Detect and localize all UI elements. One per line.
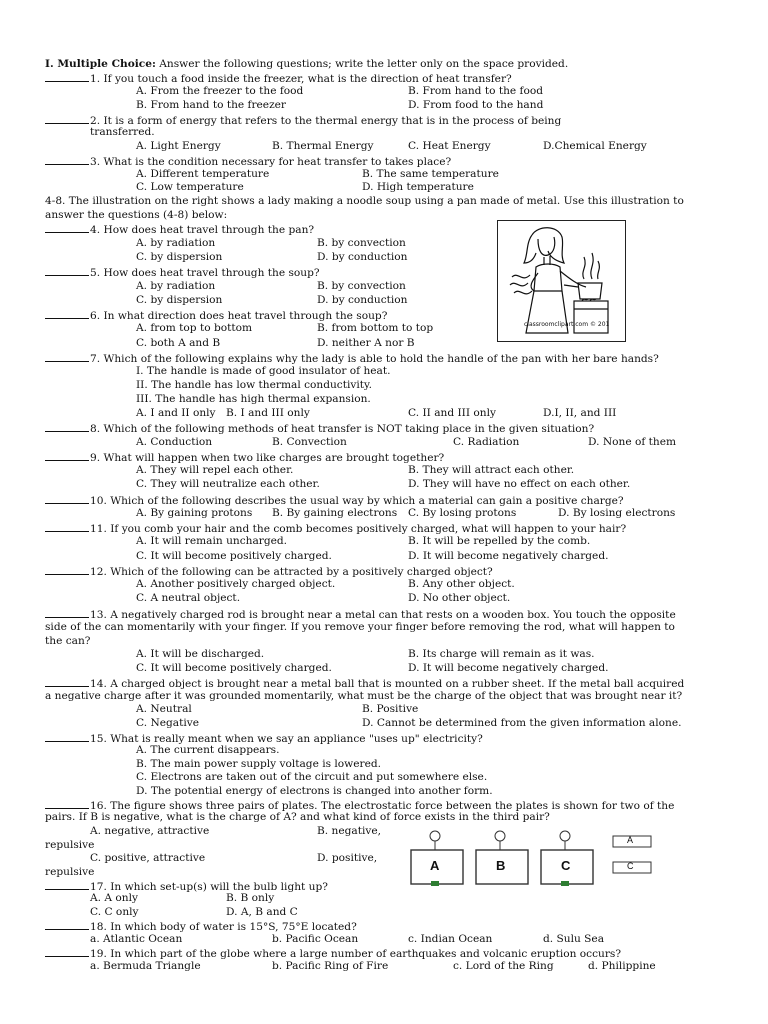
answer-blank[interactable] xyxy=(45,493,89,504)
q12-option-d: D. No other object. xyxy=(408,592,511,604)
q3-option-c: C. Low temperature xyxy=(136,181,244,193)
answer-blank[interactable] xyxy=(45,798,89,809)
q12-option-b: B. Any other object. xyxy=(408,578,515,590)
answer-blank[interactable] xyxy=(45,71,89,82)
q4-option-c: C. by dispersion xyxy=(136,251,223,263)
q18-option-b: b. Pacific Ocean xyxy=(272,933,359,945)
section-instructions: Answer the following questions; write the letter only on the space provided. xyxy=(159,58,569,70)
q17-option-a: A. A only xyxy=(90,892,138,904)
q3-option-b: B. The same temperature xyxy=(362,168,499,180)
bulb-circuits-drawing xyxy=(405,828,657,890)
q13-option-b: B. Its charge will remain as it was. xyxy=(408,648,595,660)
q8-option-d: D. None of them xyxy=(588,436,677,448)
battery-a-icon xyxy=(431,881,439,886)
q16-option-d: D. positive, xyxy=(317,852,378,864)
q6-option-c: C. both A and B xyxy=(136,337,221,349)
question-10: 10. Which of the following describes the usual way by which a material can gain a positive charge? xyxy=(45,493,624,508)
intro-4-8: 4-8. The illustration on the right shows a lady making a noodle soup using a pan made of metal. Use this illustration to xyxy=(45,195,684,207)
answer-blank[interactable] xyxy=(45,265,89,276)
q17-option-d: D. A, B and C xyxy=(226,906,298,918)
question-4: 4. How does heat travel through the pan? xyxy=(45,222,314,237)
q11-option-b: B. It will be repelled by the comb. xyxy=(408,535,591,547)
q17-option-b: B. B only xyxy=(226,892,275,904)
q12-option-c: C. A neutral object. xyxy=(136,592,241,604)
question-9: 9. What will happen when two like charges are brought together? xyxy=(45,450,444,465)
q18-option-d: d. Sulu Sea xyxy=(543,933,605,945)
answer-blank[interactable] xyxy=(45,676,89,687)
question-17: 17. In which set-up(s) will the bulb light up? xyxy=(45,879,328,894)
q10-option-c: C. By losing protons xyxy=(408,507,517,519)
q7-option-d: D.I, II, and III xyxy=(543,407,617,419)
q5-option-b: B. by convection xyxy=(317,280,406,292)
section-heading xyxy=(45,58,568,71)
setup-a-label: A xyxy=(430,858,440,873)
answer-blank[interactable] xyxy=(45,946,89,957)
q7-option-b: B. I and III only xyxy=(226,407,310,419)
answer-blank[interactable] xyxy=(45,521,89,532)
question-16: 16. The figure shows three pairs of plates. The electrostatic force between the plates is shown for two of the xyxy=(45,798,674,813)
q16-option-b-cont: repulsive xyxy=(45,839,95,851)
question-12: 12. Which of the following can be attracted by a positively charged object? xyxy=(45,564,493,579)
q15-option-c: C. Electrons are taken out of the circuit and put somewhere else. xyxy=(136,771,488,783)
battery-c-icon xyxy=(561,881,569,886)
q7-option-a: A. I and II only xyxy=(136,407,216,419)
q7-option-c: C. II and III only xyxy=(408,407,496,419)
q1-option-c: B. From hand to the freezer xyxy=(136,99,286,111)
q10-option-a: A. By gaining protons xyxy=(136,507,253,519)
q8-option-c: C. Radiation xyxy=(453,436,520,448)
question-11: 11. If you comb your hair and the comb becomes positively charged, what will happen to your hair? xyxy=(45,521,626,536)
question-3: 3. What is the condition necessary for heat transfer to takes place? xyxy=(45,154,451,169)
q15-option-b: B. The main power supply voltage is lowered. xyxy=(136,758,381,770)
q14-option-b: B. Positive xyxy=(362,703,419,715)
q14-option-c: C. Negative xyxy=(136,717,199,729)
answer-blank[interactable] xyxy=(45,450,89,461)
q16-option-c: C. positive, attractive xyxy=(90,852,206,864)
q16-option-b: B. negative, xyxy=(317,825,381,837)
answer-blank[interactable] xyxy=(45,308,89,319)
question-8: 8. Which of the following methods of heat transfer is NOT taking place in the given situation? xyxy=(45,421,594,436)
q3-option-d: D. High temperature xyxy=(362,181,474,193)
q8-option-b: B. Convection xyxy=(272,436,347,448)
q19-option-b: b. Pacific Ring of Fire xyxy=(272,960,389,972)
legend-c-label: C xyxy=(627,861,634,871)
question-2: 2. It is a form of energy that refers to the thermal energy that is in the process of being xyxy=(45,113,561,128)
q2-option-a: A. Light Energy xyxy=(136,140,221,152)
q14-option-a: A. Neutral xyxy=(136,703,192,715)
q4-option-a: A. by radiation xyxy=(136,237,216,249)
question-6: 6. In what direction does heat travel through the soup? xyxy=(45,308,387,323)
question-14: 14. A charged object is brought near a metal ball that is mounted on a rubber sheet. If the metal ball acquired xyxy=(45,676,684,691)
answer-blank[interactable] xyxy=(45,919,89,930)
q13-option-c: C. It will become positively charged. xyxy=(136,662,332,674)
q8-option-a: A. Conduction xyxy=(136,436,213,448)
q16-option-a: A. negative, attractive xyxy=(90,825,210,837)
q11-option-c: C. It will become positively charged. xyxy=(136,550,332,562)
answer-blank[interactable] xyxy=(45,113,89,124)
q9-option-d: D. They will have no effect on each other. xyxy=(408,478,631,490)
intro-4-8-cont: answer the questions (4-8) below: xyxy=(45,209,228,221)
q7-statement-i: I. The handle is made of good insulator of heat. xyxy=(136,365,391,377)
question-1: 1. If you touch a food inside the freezer, what is the direction of heat transfer? xyxy=(45,71,512,86)
legend-a-label: A xyxy=(627,835,634,845)
setup-c-label: C xyxy=(561,858,571,873)
illustration-credit: classroomclipart.com © 201 xyxy=(524,321,610,328)
question-13: 13. A negatively charged rod is brought near a metal can that rests on a wooden box. You touch the opposite xyxy=(45,607,676,622)
q12-option-a: A. Another positively charged object. xyxy=(136,578,336,590)
q6-option-a: A. from top to bottom xyxy=(136,322,253,334)
q1-option-b: B. From hand to the food xyxy=(408,85,544,97)
q2-option-b: B. Thermal Energy xyxy=(272,140,374,152)
question-5: 5. How does heat travel through the soup? xyxy=(45,265,320,280)
q18-option-c: c. Indian Ocean xyxy=(408,933,493,945)
q9-option-c: C. They will neutralize each other. xyxy=(136,478,320,490)
q7-statement-ii: II. The handle has low thermal conductivity. xyxy=(136,379,372,391)
answer-blank[interactable] xyxy=(45,564,89,575)
q2-option-c: C. Heat Energy xyxy=(408,140,491,152)
q13-option-d: D. It will become negatively charged. xyxy=(408,662,609,674)
q18-option-a: a. Atlantic Ocean xyxy=(90,933,183,945)
q2-option-d: D.Chemical Energy xyxy=(543,140,647,152)
q16-stem-cont: pairs. If B is negative, what is the charge of A? and what kind of force exists in the third pair? xyxy=(45,811,550,823)
q14-stem-cont: a negative charge after it was grounded momentarily, what must be the charge of the object that was brought near it? xyxy=(45,690,683,702)
question-7: 7. Which of the following explains why the lady is able to hold the handle of the pan with her bare hands? xyxy=(45,351,659,366)
q15-option-d: D. The potential energy of electrons is changed into another form. xyxy=(136,785,493,797)
q4-option-d: D. by conduction xyxy=(317,251,408,263)
q19-option-a: a. Bermuda Triangle xyxy=(90,960,201,972)
q16-option-d-cont: repulsive xyxy=(45,866,95,878)
q6-option-d: D. neither A nor B xyxy=(317,337,415,349)
lady-cooking-illustration xyxy=(497,220,626,342)
q19-option-c: c. Lord of the Ring xyxy=(453,960,554,972)
answer-blank[interactable] xyxy=(45,222,89,233)
q4-option-b: B. by convection xyxy=(317,237,406,249)
q10-option-d: D. By losing electrons xyxy=(558,507,676,519)
answer-blank[interactable] xyxy=(45,351,89,362)
q1-option-a: A. From the freezer to the food xyxy=(136,85,304,97)
q7-statement-iii: III. The handle has high thermal expansion. xyxy=(136,393,371,405)
q13-option-a: A. It will be discharged. xyxy=(136,648,265,660)
question-19: 19. In which part of the globe where a large number of earthquakes and volcanic eruption occurs? xyxy=(45,946,621,961)
bulb-setup-figure xyxy=(405,828,657,890)
q13-stem-cont: side of the can momentarily with your finger. If you remove your finger before removing the rod, what will happen to xyxy=(45,621,675,633)
answer-blank[interactable] xyxy=(45,154,89,165)
question-15: 15. What is really meant when we say an appliance "uses up" electricity? xyxy=(45,731,483,746)
q2-stem-cont: transferred. xyxy=(90,126,155,138)
q5-option-c: C. by dispersion xyxy=(136,294,223,306)
answer-blank[interactable] xyxy=(45,731,89,742)
q17-option-c: C. C only xyxy=(90,906,139,918)
q5-option-d: D. by conduction xyxy=(317,294,408,306)
q3-option-a: A. Different temperature xyxy=(136,168,270,180)
q11-option-a: A. It will remain uncharged. xyxy=(136,535,288,547)
question-18: 18. In which body of water is 15°S, 75°E located? xyxy=(45,919,357,934)
q9-option-b: B. They will attract each other. xyxy=(408,464,575,476)
q11-option-d: D. It will become negatively charged. xyxy=(408,550,609,562)
answer-blank[interactable] xyxy=(45,421,89,432)
q6-option-b: B. from bottom to top xyxy=(317,322,434,334)
q1-option-d: D. From food to the hand xyxy=(408,99,544,111)
q10-option-b: B. By gaining electrons xyxy=(272,507,398,519)
section-label: I. Multiple Choice: xyxy=(45,58,156,70)
answer-blank[interactable] xyxy=(45,879,89,890)
q13-stem-cont2: the can? xyxy=(45,635,91,647)
setup-b-label: B xyxy=(496,858,506,873)
q14-option-d: D. Cannot be determined from the given information alone. xyxy=(362,717,682,729)
q9-option-a: A. They will repel each other. xyxy=(136,464,294,476)
q15-option-a: A. The current disappears. xyxy=(136,744,280,756)
q19-option-d: d. Philippine xyxy=(588,960,656,972)
q5-option-a: A. by radiation xyxy=(136,280,216,292)
answer-blank[interactable] xyxy=(45,607,89,618)
